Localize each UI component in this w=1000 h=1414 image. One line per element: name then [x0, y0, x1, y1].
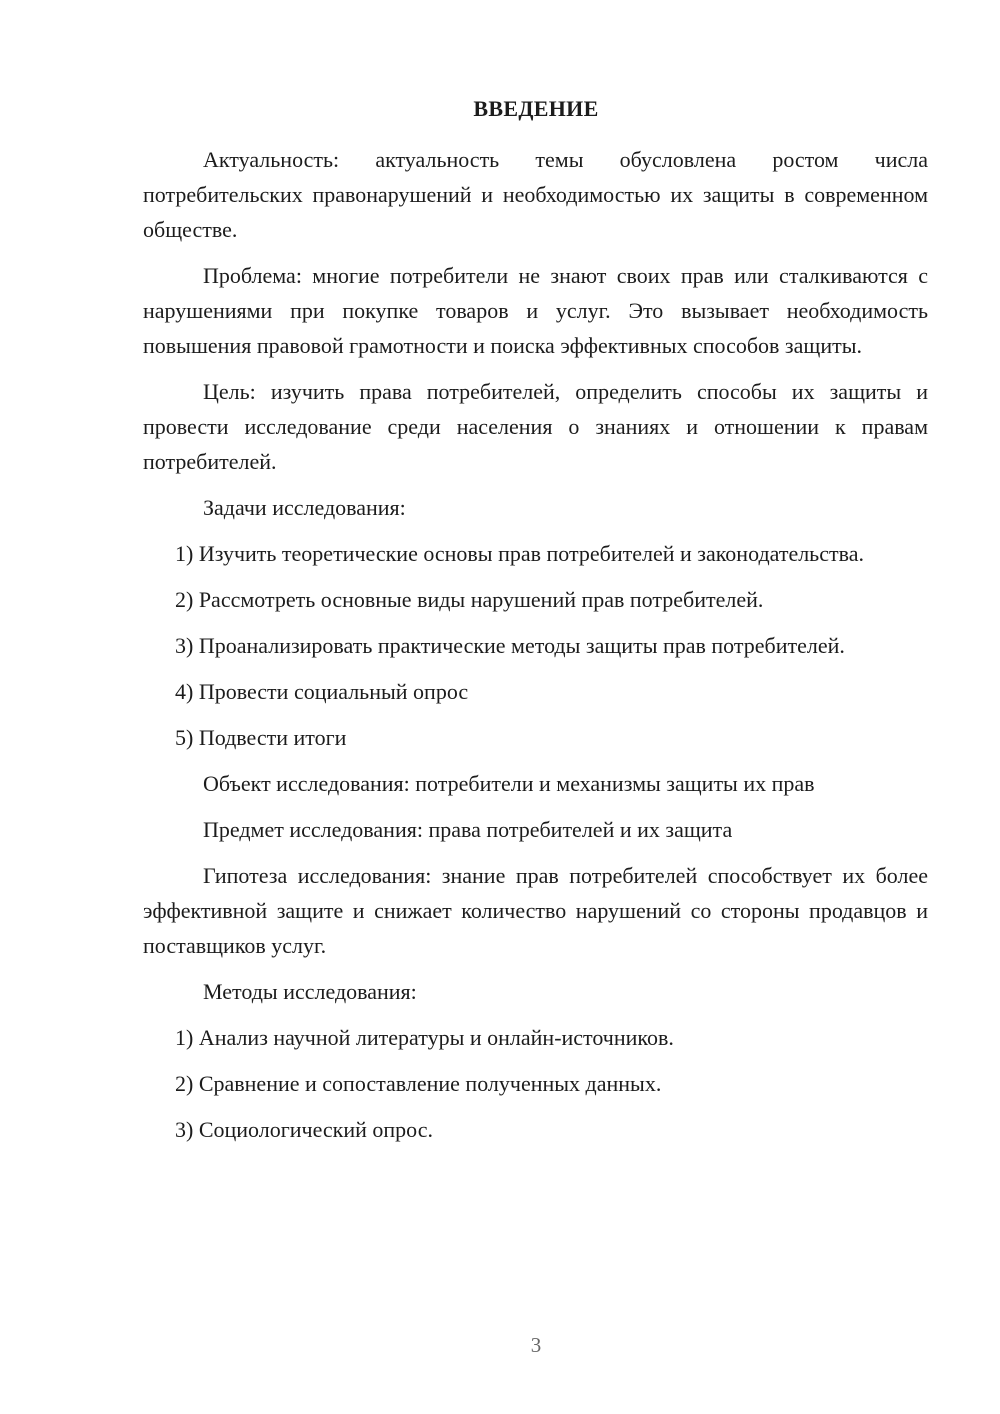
- task-item-3: 3) Проанализировать практические методы защиты прав потребителей.: [175, 633, 845, 658]
- task-item-4: 4) Провести социальный опрос: [175, 679, 469, 704]
- paragraph-problem: Проблема: многие потребители не знают своих прав или сталкиваются с нарушениями при покупке товаров и услуг. Это вызывает необходимость повышения правовой грамотности и поиска эффективных способов защиты.: [143, 263, 928, 358]
- method-item-3: 3) Социологический опрос.: [175, 1117, 433, 1142]
- section-title: ВВЕДЕНИЕ: [473, 96, 599, 121]
- paragraph-relevance: Актуальность: актуальность темы обусловлена ростом числа потребительских правонарушений и необходимостью их защиты в современном обществе.: [143, 147, 928, 242]
- task-item-5: 5) Подвести итоги: [175, 725, 347, 750]
- task-item-1: 1) Изучить теоретические основы прав потребителей и законодательства.: [175, 541, 864, 566]
- paragraph-tasks-heading: Задачи исследования:: [203, 495, 406, 520]
- paragraph-goal: Цель: изучить права потребителей, определить способы их защиты и провести исследование среди населения о знаниях и отношении к правам потребителей.: [143, 379, 928, 474]
- document-body: [143, 142, 928, 1158]
- method-item-2: 2) Сравнение и сопоставление полученных данных.: [175, 1071, 662, 1096]
- task-item-2: 2) Рассмотреть основные виды нарушений прав потребителей.: [175, 587, 764, 612]
- page-number: 3: [530, 1333, 542, 1357]
- paragraph-methods-heading: Методы исследования:: [203, 979, 417, 1004]
- paragraph-object: Объект исследования: потребители и механизмы защиты их прав: [203, 771, 815, 796]
- paragraph-hypothesis: Гипотеза исследования: знание прав потребителей способствует их более эффективной защите и снижает количество нарушений со стороны продавцов и поставщиков услуг.: [143, 863, 928, 958]
- method-item-1: 1) Анализ научной литературы и онлайн-источников.: [175, 1025, 674, 1050]
- paragraph-subject: Предмет исследования: права потребителей и их защита: [203, 817, 733, 842]
